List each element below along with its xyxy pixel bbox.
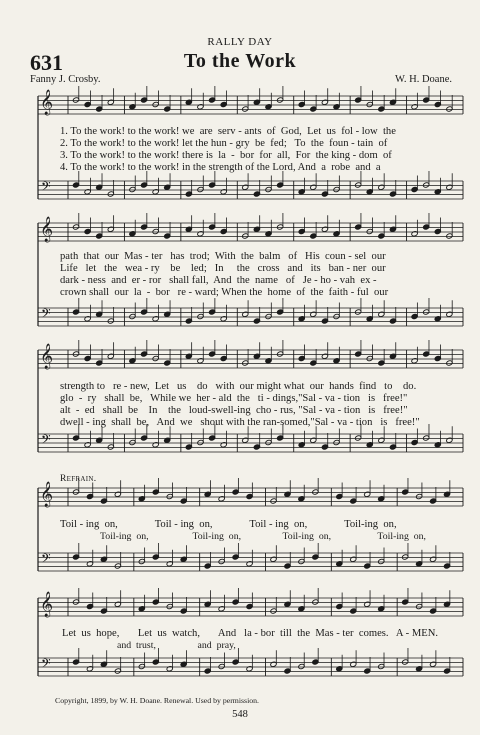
refrain-bass-lyric-2: and trust, and pray, [117, 640, 236, 651]
refrain-soprano-lyric-1: Toil - ing on, Toil - ing on, Toil - ing on, Toil-ing on, [60, 519, 397, 530]
treble-clef-icon: 𝄞 [40, 482, 54, 507]
verse-3-line-3: alt - ed shall be In the loud-swell-ing cho - rus, "Sal - va - tion is free!" [60, 405, 408, 416]
page-number: 548 [232, 709, 248, 720]
treble-clef-icon: 𝄞 [40, 344, 54, 369]
treble-clef-icon: 𝄞 [40, 592, 54, 617]
verse-3-line-2: dark - ness and er - ror shall fall, And the name of Je - ho - vah ex - [60, 275, 377, 286]
composer-credit: W. H. Doane. [394, 74, 452, 85]
verse-2-line-2: Life let the wea - ry be led; In the cross and its ban - ner our [60, 263, 386, 274]
verse-3-line-1: 3. To the work! to the work! there is la - bor for all, For the king - dom of [60, 150, 392, 161]
refrain-label: Refrain. [60, 474, 97, 484]
hymn-title: To the Work [183, 50, 297, 72]
refrain-bass-lyric-1: Toil-ing on, Toil-ing on, Toil-ing on, Toil-ing on, [100, 531, 426, 542]
bass-clef-icon: 𝄢 [41, 551, 51, 569]
hymn-number: 631 [30, 50, 63, 75]
refrain-soprano-lyric-2: Let us hope, Let us watch, And la - bor till the Mas - ter comes. A - MEN. [62, 628, 439, 639]
treble-clef-icon: 𝄞 [40, 90, 54, 115]
verse-4-line-1: 4. To the work! to the work! in the strength of the Lord, And a robe and a [60, 162, 381, 173]
verse-4-line-2: crown shall our la - bor re - ward; When the home of the faith - ful our [60, 287, 389, 298]
verse-1-line-3: strength to re - new, Let us do with our might what our hands find to do. [60, 381, 417, 392]
author-credit: Fanny J. Crosby. [30, 74, 101, 85]
bass-clef-icon: 𝄢 [41, 306, 51, 324]
copyright-notice: Copyright, 1899, by W. H. Doane. Renewal. Used by permission. [55, 696, 259, 705]
bass-clef-icon: 𝄢 [41, 656, 51, 674]
treble-clef-icon: 𝄞 [40, 217, 54, 242]
hymn-category: RALLY DAY [207, 36, 273, 48]
verse-1-line-1: 1. To the work! to the work! we are serv - ants of God, Let us fol - low the [60, 126, 396, 137]
verse-4-line-3: dwell - ing shall be, And we shout with the ran-somed,"Sal - va - tion is free!" [60, 417, 420, 428]
verse-1-line-2: path that our Mas - ter has trod; With the balm of His coun - sel our [60, 251, 386, 262]
bass-clef-icon: 𝄢 [41, 179, 51, 197]
bass-clef-icon: 𝄢 [41, 432, 51, 450]
verse-2-line-3: glo - ry shall be, While we her - ald the ti - dings,"Sal - va - tion is free!" [60, 393, 408, 404]
verse-2-line-1: 2. To the work! to the work! let the hun - gry be fed; To the foun - tain of [60, 138, 388, 149]
